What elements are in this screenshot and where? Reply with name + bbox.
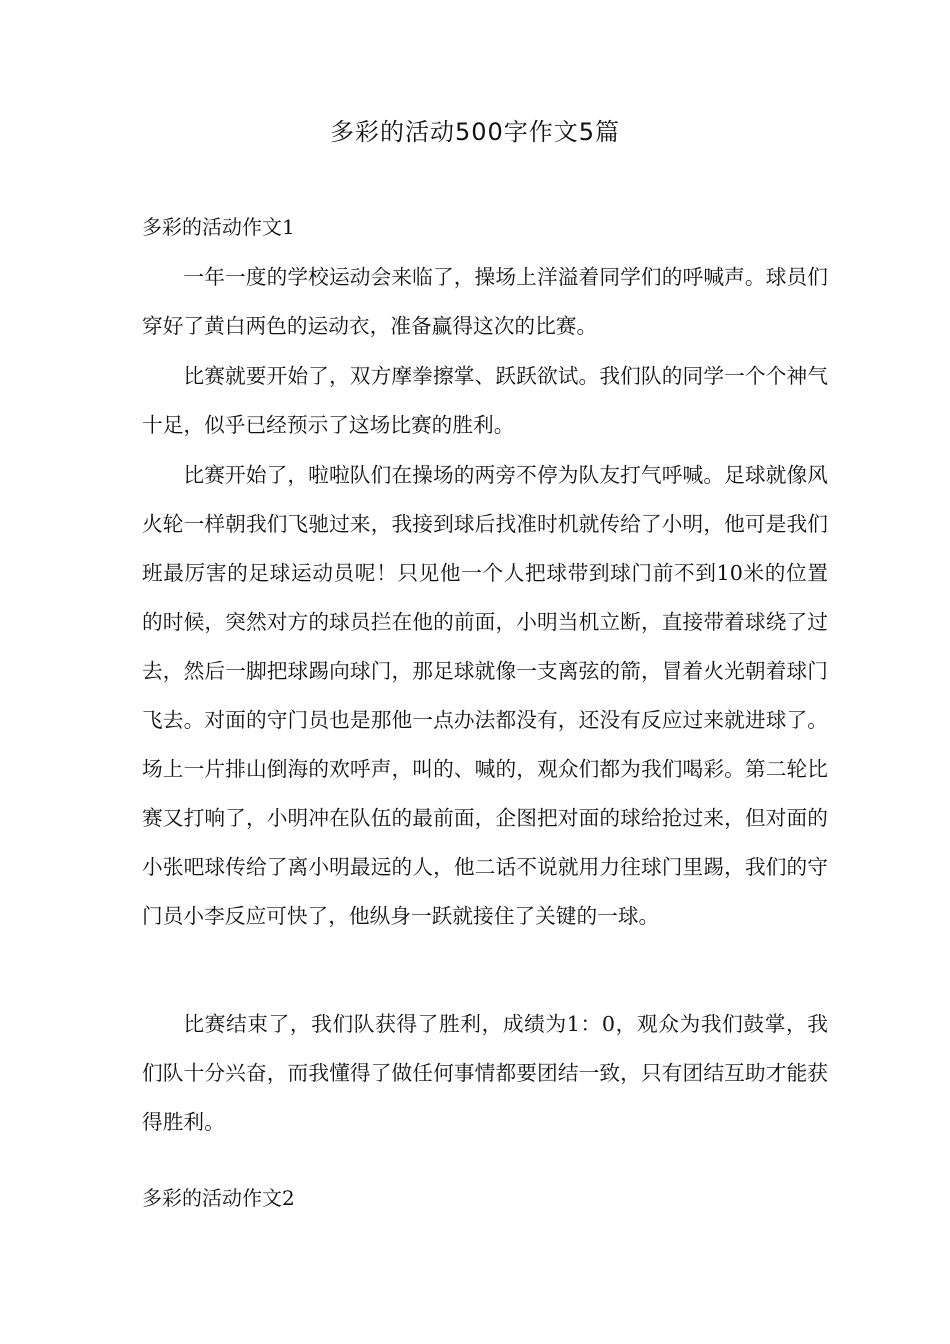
section-1-paragraph-3: 比赛开始了，啦啦队们在操场的两旁不停为队友打气呼喊。足球就像风火轮一样朝我们飞驰过来，我接到球后找准时机就传给了小明，他可是我们班最厉害的足球运动员呢！只见他一个人把球带到球门前不到10米的位置的时候，突然对方的球员拦在他的前面，小明当机立断，直接带着球绕了过去，然后一脚把球踢向球门，那足球就像一支离弦的箭，冒着火光朝着球门飞去。对面的守门员也是那他一点办法都没有，还没有反应过来就进球了。场上一片排山倒海的欢呼声，叫的、喊的，观众们都为我们喝彩。第二轮比赛又打响了，小明冲在队伍的最前面，企图把对面的球给抢过来，但对面的小张吧球传给了离小明最远的人，他二话不说就用力往球门里踢，我们的守门员小李反应可快了，他纵身一跃就接住了关键的一球。 [142, 463, 828, 928]
section-1-paragraph-1: 一年一度的学校运动会来临了，操场上洋溢着同学们的呼喊声。球员们穿好了黄白两色的运动衣，准备赢得这次的比赛。 [142, 265, 828, 338]
section-1-paragraph-4: 比赛结束了，我们队获得了胜利，成绩为1：0，观众为我们鼓掌，我们队十分兴奋，而我懂得了做任何事情都要团结一致，只有团结互助才能获得胜利。 [142, 1012, 828, 1134]
section-heading-2: 多彩的活动作文2 [142, 1186, 295, 1210]
document-title: 多彩的活动500字作文5篇 [329, 118, 621, 146]
section-1-paragraph-2: 比赛就要开始了，双方摩拳擦掌、跃跃欲试。我们队的同学一个个神气十足，似乎已经预示了这场比赛的胜利。 [142, 364, 828, 437]
section-heading-1: 多彩的活动作文1 [142, 215, 295, 239]
